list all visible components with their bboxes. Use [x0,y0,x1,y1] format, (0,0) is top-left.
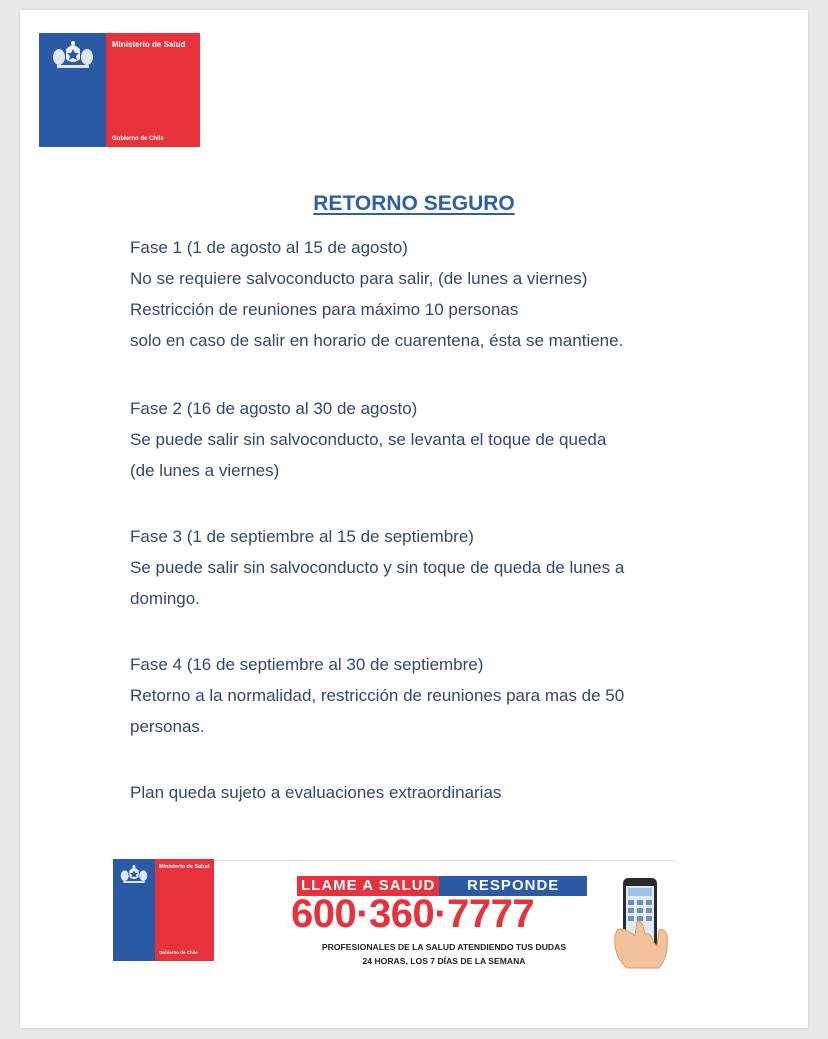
logo-blue-panel [39,33,106,147]
phase-3-heading: Fase 3 (1 de septiembre al 15 de septiembre) [130,527,474,546]
coat-of-arms-icon [49,41,97,71]
logo-ministry-text: Ministerio de Salud [159,864,210,870]
text-line: (de lunes a viernes) [130,461,280,480]
logo-red-panel [155,859,214,961]
logo-government-text: Gobierno de Chile [112,136,164,142]
text-line: Retorno a la normalidad, restricción de reuniones para mas de 50 [130,686,625,705]
phase-2-heading: Fase 2 (16 de agosto al 30 de agosto) [130,399,418,418]
hotline-number[interactable]: 600·360·7777 [291,892,535,936]
phone-in-hand-icon [613,876,673,972]
text-line: No se requiere salvoconducto para salir, (de lunes a viernes) [130,269,588,288]
coat-of-arms-icon [118,865,150,885]
footer-ministry-logo [113,859,214,961]
call-banner-part2: RESPONDE [439,876,587,896]
document-body [130,232,730,808]
text-line: Se puede salir sin salvoconducto, se levanta el toque de queda [130,430,607,449]
logo-government-text: Gobierno de Chile [159,950,198,955]
document-page [20,10,808,1028]
professionals-text: PROFESIONALES DE LA SALUD ATENDIENDO TUS DUDAS [321,942,567,952]
text-line: solo en caso de salir en horario de cuarentena, ésta se mantiene. [130,331,624,350]
text-line: Se puede salir sin salvoconducto y sin toque de queda de lunes a [130,558,625,577]
call-banner-part1: LLAME A SALUD [297,876,439,896]
ministry-logo [39,33,200,147]
phase-1-heading: Fase 1 (1 de agosto al 15 de agosto) [130,238,408,257]
closing-note: Plan queda sujeto a evaluaciones extraordinarias [130,783,502,802]
page-title: RETORNO SEGURO [313,192,515,215]
logo-red-panel [106,33,200,147]
hours-text: 24 HORAS, LOS 7 DÍAS DE LA SEMANA [362,956,526,966]
text-line: personas. [130,717,205,736]
text-line: Restricción de reuniones para máximo 10 personas [130,300,519,319]
text-line: domingo. [130,589,200,608]
phase-4-heading: Fase 4 (16 de septiembre al 30 de septiembre) [130,655,484,674]
logo-ministry-text: Ministerio de Salud [112,40,186,49]
logo-blue-panel [113,859,155,961]
